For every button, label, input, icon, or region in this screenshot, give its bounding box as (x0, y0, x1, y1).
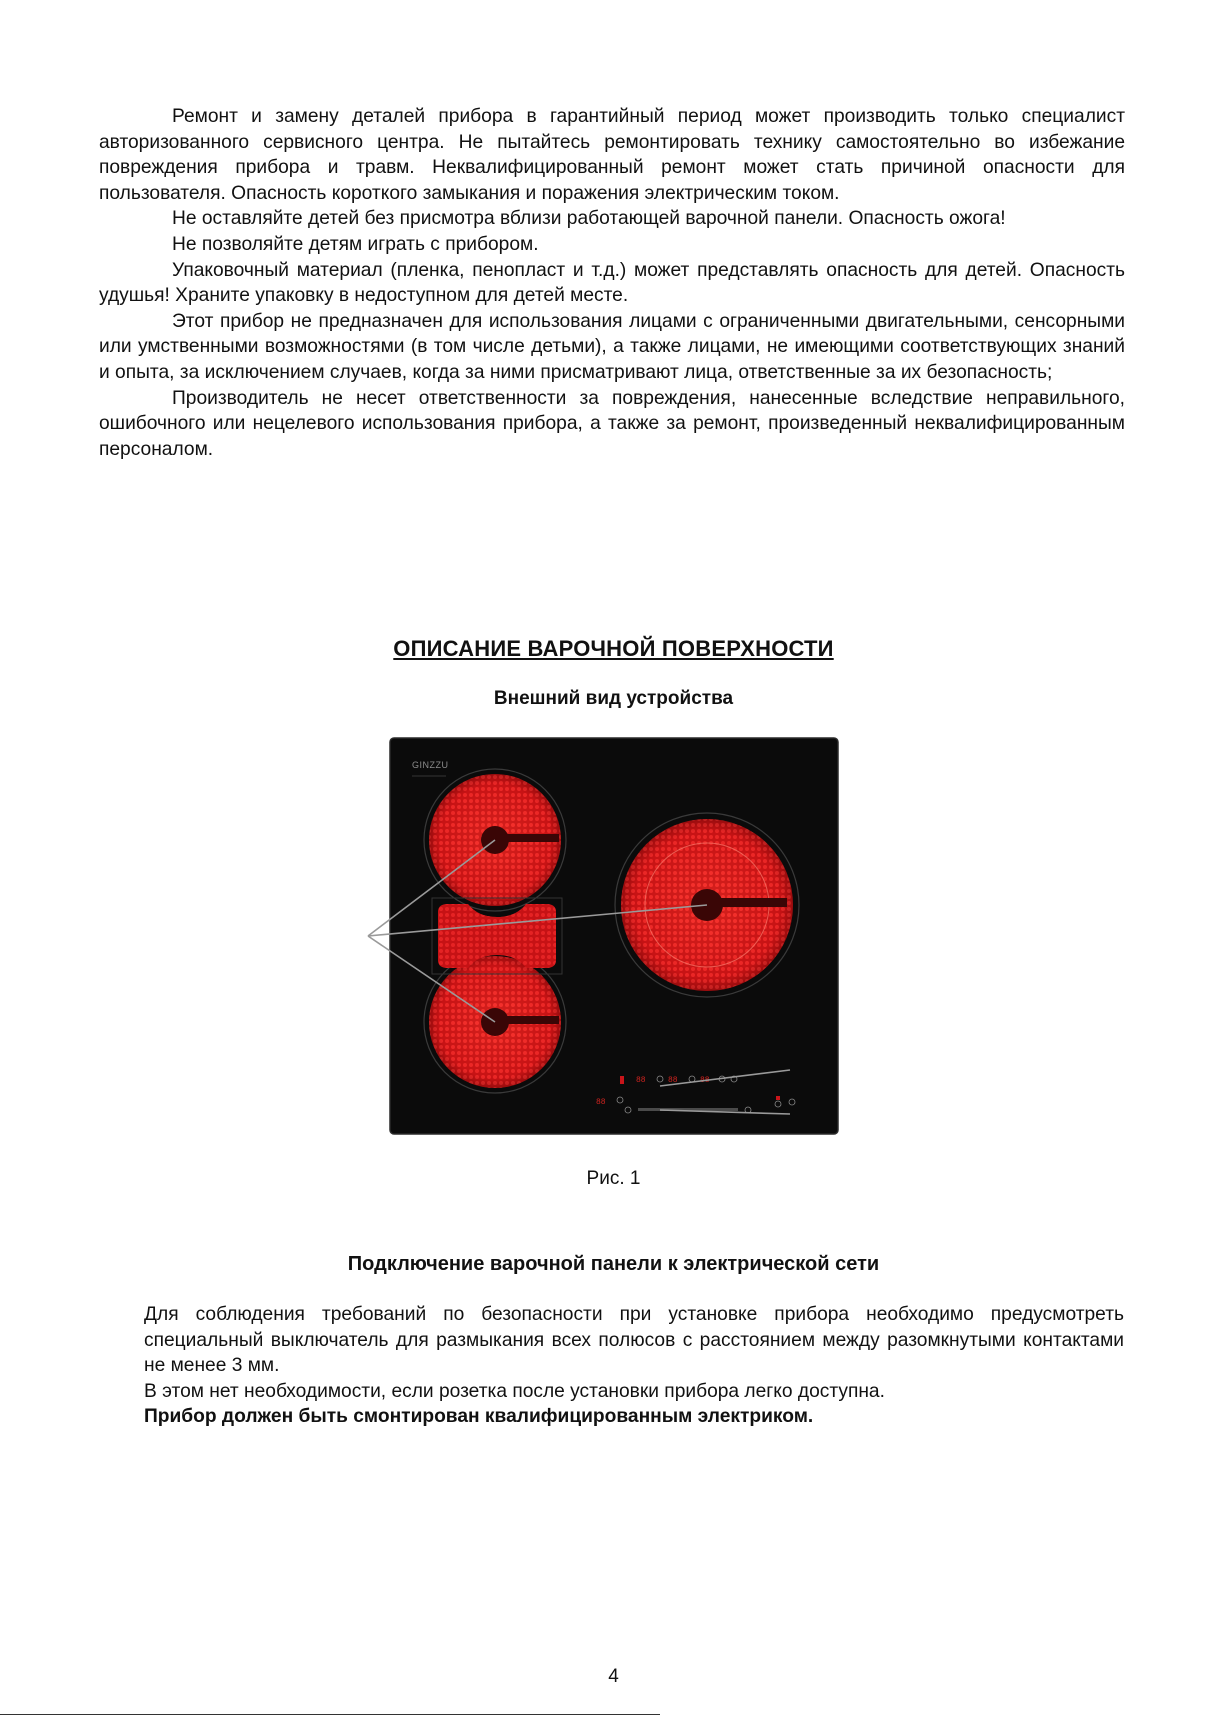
brand-logo: GINZZU (412, 760, 449, 770)
connection-text (144, 1302, 1124, 1430)
safety-text (99, 104, 1125, 462)
paragraph-children-burn: Не оставляйте детей без присмотра вблизи работающей варочной панели. Опасность ожога! (172, 208, 1006, 230)
svg-text:88: 88 (668, 1076, 678, 1085)
paragraph-restricted-use: Этот прибор не предназначен для использования лицами с ограниченными двигательными, сенсорными или умственными возможностями (в том числе детьми), а также лицами, не имеющими соответствующих знаний и опыта, за исключением случаев, когда за ними присматривают лица, ответственные за их безопасность; (99, 310, 1125, 383)
paragraph-electrician: Прибор должен быть смонтирован квалифицированным электриком. (144, 1406, 814, 1428)
paragraph-switch: Для соблюдения требований по безопасности при установке прибора необходимо предусмотреть специальный выключатель для размыкания всех полюсов с расстоянием между разомкнутыми контактами не менее 3 мм. (144, 1304, 1124, 1377)
page-number: 4 (608, 1666, 619, 1687)
svg-text:88: 88 (636, 1076, 646, 1085)
connection-title: Подключение варочной панели к электрической сети (347, 1253, 880, 1275)
paragraph-repair: Ремонт и замену деталей прибора в гарантийный период может производить только специалист авторизованного сервисного центра. Не пытайтесь ремонтировать технику самостоятельно во избежание повреждения прибора и травм. Неквалифицированный ремонт может стать причиной опасности для пользователя. Опасность короткого замыкания и поражения электрическим током. (99, 106, 1125, 204)
svg-text:88: 88 (596, 1098, 606, 1107)
paragraph-children-play: Не позволяйте детям играть с прибором. (172, 233, 539, 255)
footer-rule (0, 1714, 660, 1715)
hob-illustration (360, 732, 860, 1142)
figure-subtitle: Внешний вид устройства (493, 688, 734, 709)
paragraph-socket: В этом нет необходимости, если розетка после установки прибора легко доступна. (144, 1380, 885, 1402)
hob-drawing (360, 732, 860, 1142)
section-title: ОПИСАНИЕ ВАРОЧНОЙ ПОВЕРХНОСТИ (393, 636, 834, 661)
paragraph-liability: Производитель не несет ответственности за повреждения, нанесенные вследствие неправильного, ошибочного или нецелевого использования прибора, а также за ремонт, произведенный неквалифицированным персоналом. (99, 387, 1125, 460)
paragraph-packaging: Упаковочный материал (пленка, пенопласт и т.д.) может представлять опасность для детей. Опасность удушья! Храните упаковку в недоступном для детей месте. (99, 259, 1125, 307)
svg-text:88: 88 (700, 1076, 710, 1085)
figure-caption: Рис. 1 (586, 1168, 641, 1189)
